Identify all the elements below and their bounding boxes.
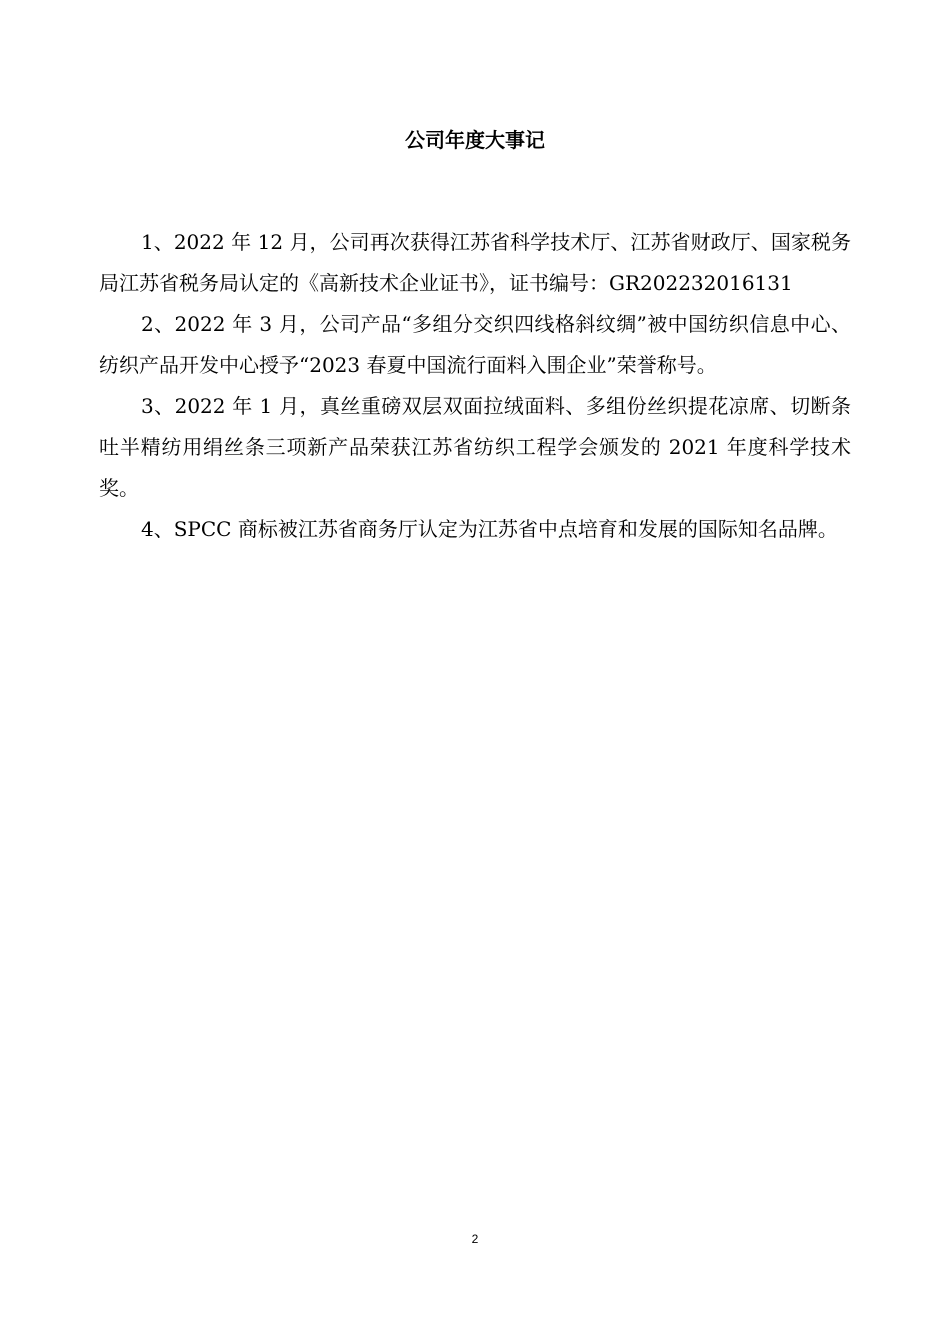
event-item-1: 1、2022 年 12 月，公司再次获得江苏省科学技术厅、江苏省财政厅、国家税务局江苏省税务局认定的《高新技术企业证书》，证书编号：GR202232016131: [99, 230, 851, 295]
page-title: 公司年度大事记: [405, 128, 545, 152]
event-item-3: 3、2022 年 1 月，真丝重磅双层双面拉绒面料、多组份丝织提花凉席、切断条吐半精纺用绢丝条三项新产品荣获江苏省纺织工程学会颁发的 2021 年度科学技术奖。: [99, 394, 851, 500]
event-item-2: 2、2022 年 3 月，公司产品“多组分交织四线格斜纹绸”被中国纺织信息中心、纺织产品开发中心授予“2023 春夏中国流行面料入围企业”荣誉称号。: [99, 312, 851, 377]
event-item-4: 4、SPCC 商标被江苏省商务厅认定为江苏省中点培育和发展的国际知名品牌。: [141, 517, 838, 541]
page-number: 2: [471, 1232, 479, 1246]
events-list: [99, 222, 851, 550]
